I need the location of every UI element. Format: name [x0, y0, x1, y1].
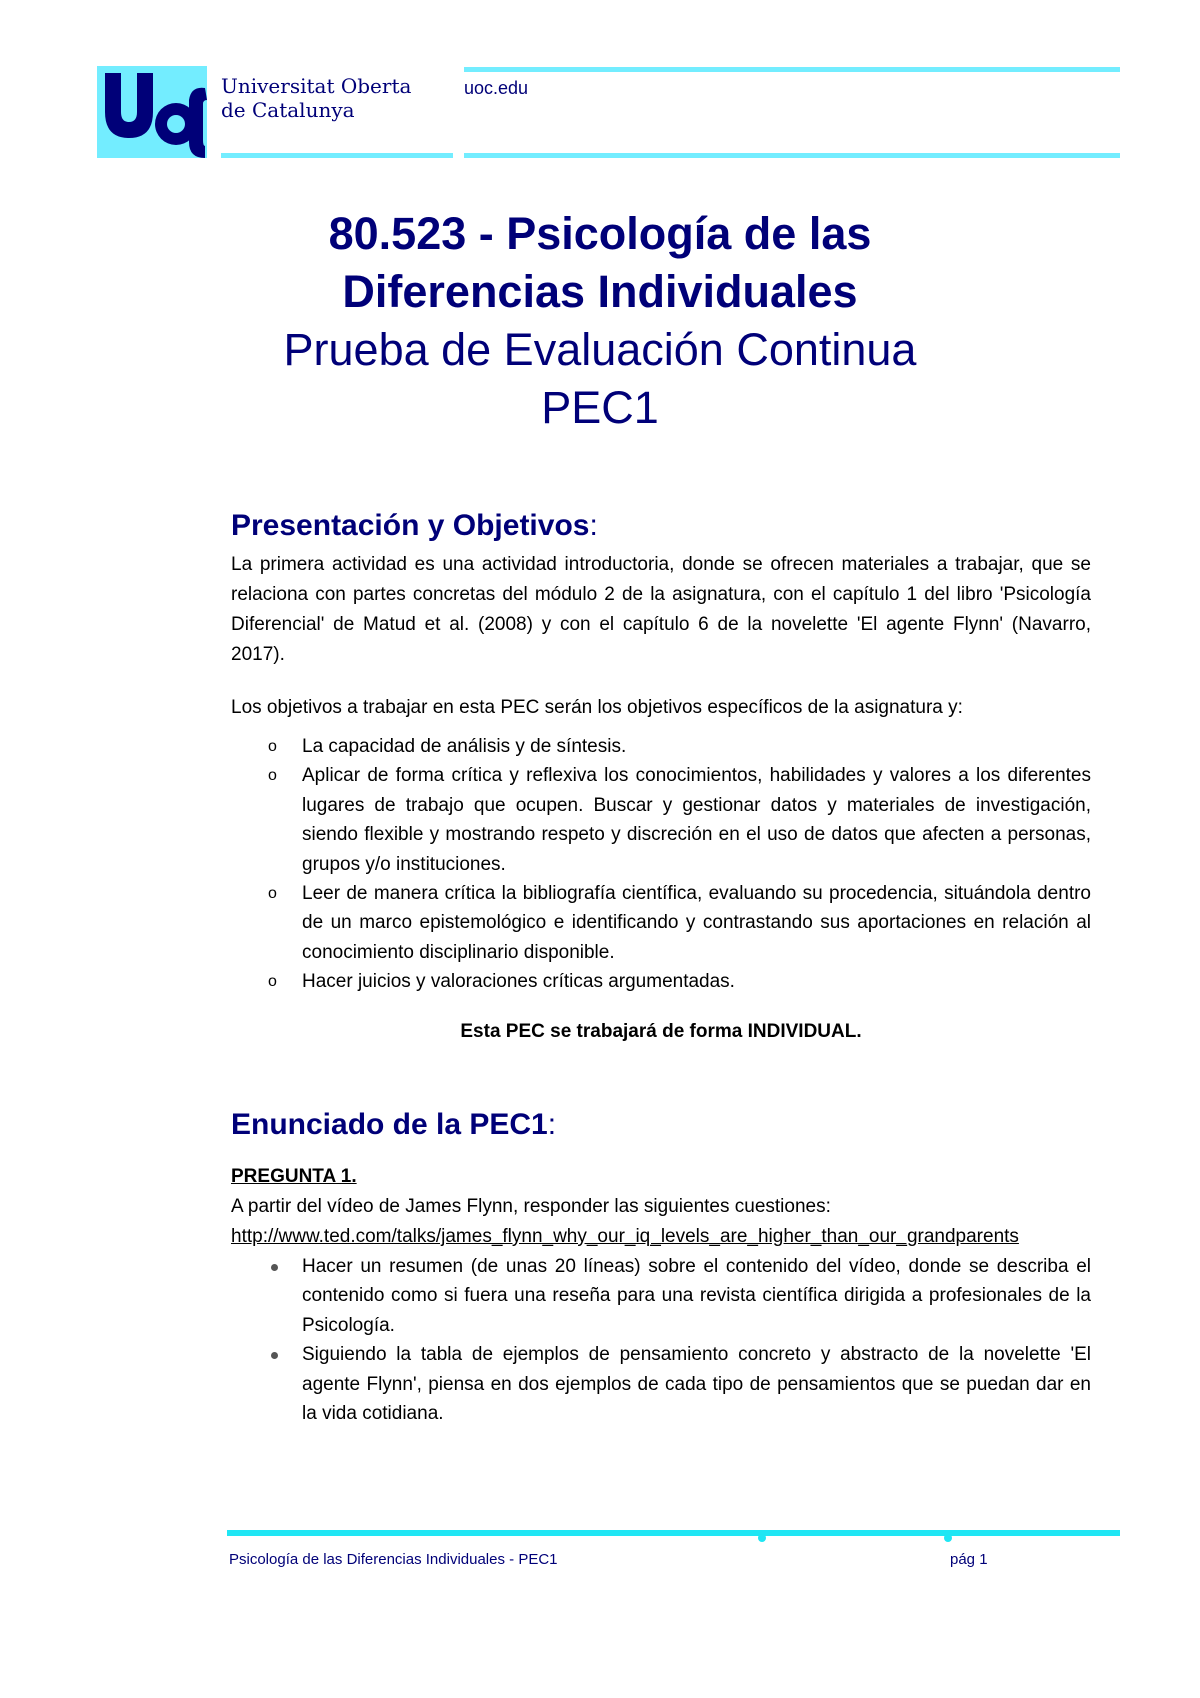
list-item: Hacer un resumen (de unas 20 líneas) sobre el contenido del vídeo, donde se describa el contenido como si fuera una reseña para una revista científica dirigida a profesionales de la Psicología. [231, 1252, 1091, 1340]
question-1-title: PREGUNTA 1. [231, 1166, 357, 1187]
document-title [0, 205, 1200, 437]
bullet-marker: o [268, 767, 277, 785]
section-heading-statement: Enunciado de la PEC1: [231, 1108, 557, 1141]
list-item: o Hacer juicios y valoraciones críticas argumentadas. [231, 967, 1091, 996]
footer-page-number: pág 1 [950, 1551, 988, 1568]
footer-rule [227, 1530, 1120, 1536]
section-heading-presentation: Presentación y Objetivos: [231, 509, 598, 542]
header-rule-top-right [464, 67, 1120, 72]
university-name [221, 74, 411, 122]
uoc-logo [97, 66, 207, 158]
website-link[interactable]: uoc.edu [464, 78, 529, 98]
objectives-list [231, 732, 1091, 997]
university-name-line1: Universitat Oberta [221, 74, 412, 98]
presentation-paragraph: La primera actividad es una actividad introductoria, donde se ofrecen materiales a trabajar, que se relaciona con partes concretas del módulo 2 de la asignatura, con el capítulo 1 del libro 'Psicología Diferencial' de Matud et al. (2008) y con el capítulo 6 de la novelette 'El agente Flynn' (Navarro, 2017). [231, 554, 1091, 665]
bullet-marker: o [268, 885, 277, 903]
header-rule-bottom-right [464, 153, 1120, 158]
question-1-intro: A partir del vídeo de James Flynn, responder las siguientes cuestiones: [231, 1196, 831, 1217]
list-item: Siguiendo la tabla de ejemplos de pensamiento concreto y abstracto de la novelette 'El agente Flynn', piensa en dos ejemplos de cada tipo de pensamientos que se puedan dar en la vida cotidiana. [231, 1340, 1091, 1428]
bullet-marker: o [268, 738, 277, 755]
footer-rule-marker [758, 1534, 766, 1542]
document-code: PEC1 [541, 382, 659, 433]
footer-document-title: Psicología de las Diferencias Individuales - PEC1 [229, 1551, 558, 1568]
bullet-dot [271, 1264, 278, 1271]
footer-rule-marker [944, 1534, 952, 1542]
list-item: o La capacidad de análisis y de síntesis. [231, 732, 1091, 761]
statement-section [231, 1105, 1091, 1428]
individual-work-note: Esta PEC se trabajará de forma INDIVIDUAL. [460, 1020, 862, 1042]
course-title-line1: 80.523 - Psicología de las [328, 208, 872, 259]
ted-video-link[interactable]: http://www.ted.com/talks/james_flynn_why_our_iq_levels_are_higher_than_our_grandparents [231, 1226, 1019, 1247]
list-item: o Leer de manera crítica la bibliografía científica, evaluando su procedencia, situándola dentro de un marco epistemológico e identificando y contrastando sus aportaciones en relación al conocimiento disciplinario disponible. [231, 879, 1091, 967]
list-item: o Aplicar de forma crítica y reflexiva los conocimientos, habilidades y valores a los diferentes lugares de trabajo que ocupen. Buscar y gestionar datos y materiales de investigación, siendo flexible y mostrando respeto y discreción en el uso de datos que afecten a personas, grupos y/o instituciones. [231, 761, 1091, 879]
header-rule-bottom-left [221, 153, 453, 158]
bullet-dot [271, 1352, 278, 1359]
bullet-marker: o [268, 973, 277, 991]
university-name-line2: de Catalunya [221, 98, 355, 122]
course-title-line2: Diferencias Individuales [342, 266, 858, 317]
objectives-intro: Los objetivos a trabajar en esta PEC serán los objetivos específicos de la asignatura y: [231, 697, 963, 718]
document-subtitle: Prueba de Evaluación Continua [283, 324, 917, 375]
question-1-tasks [231, 1252, 1091, 1428]
presentation-section [231, 506, 1091, 1047]
